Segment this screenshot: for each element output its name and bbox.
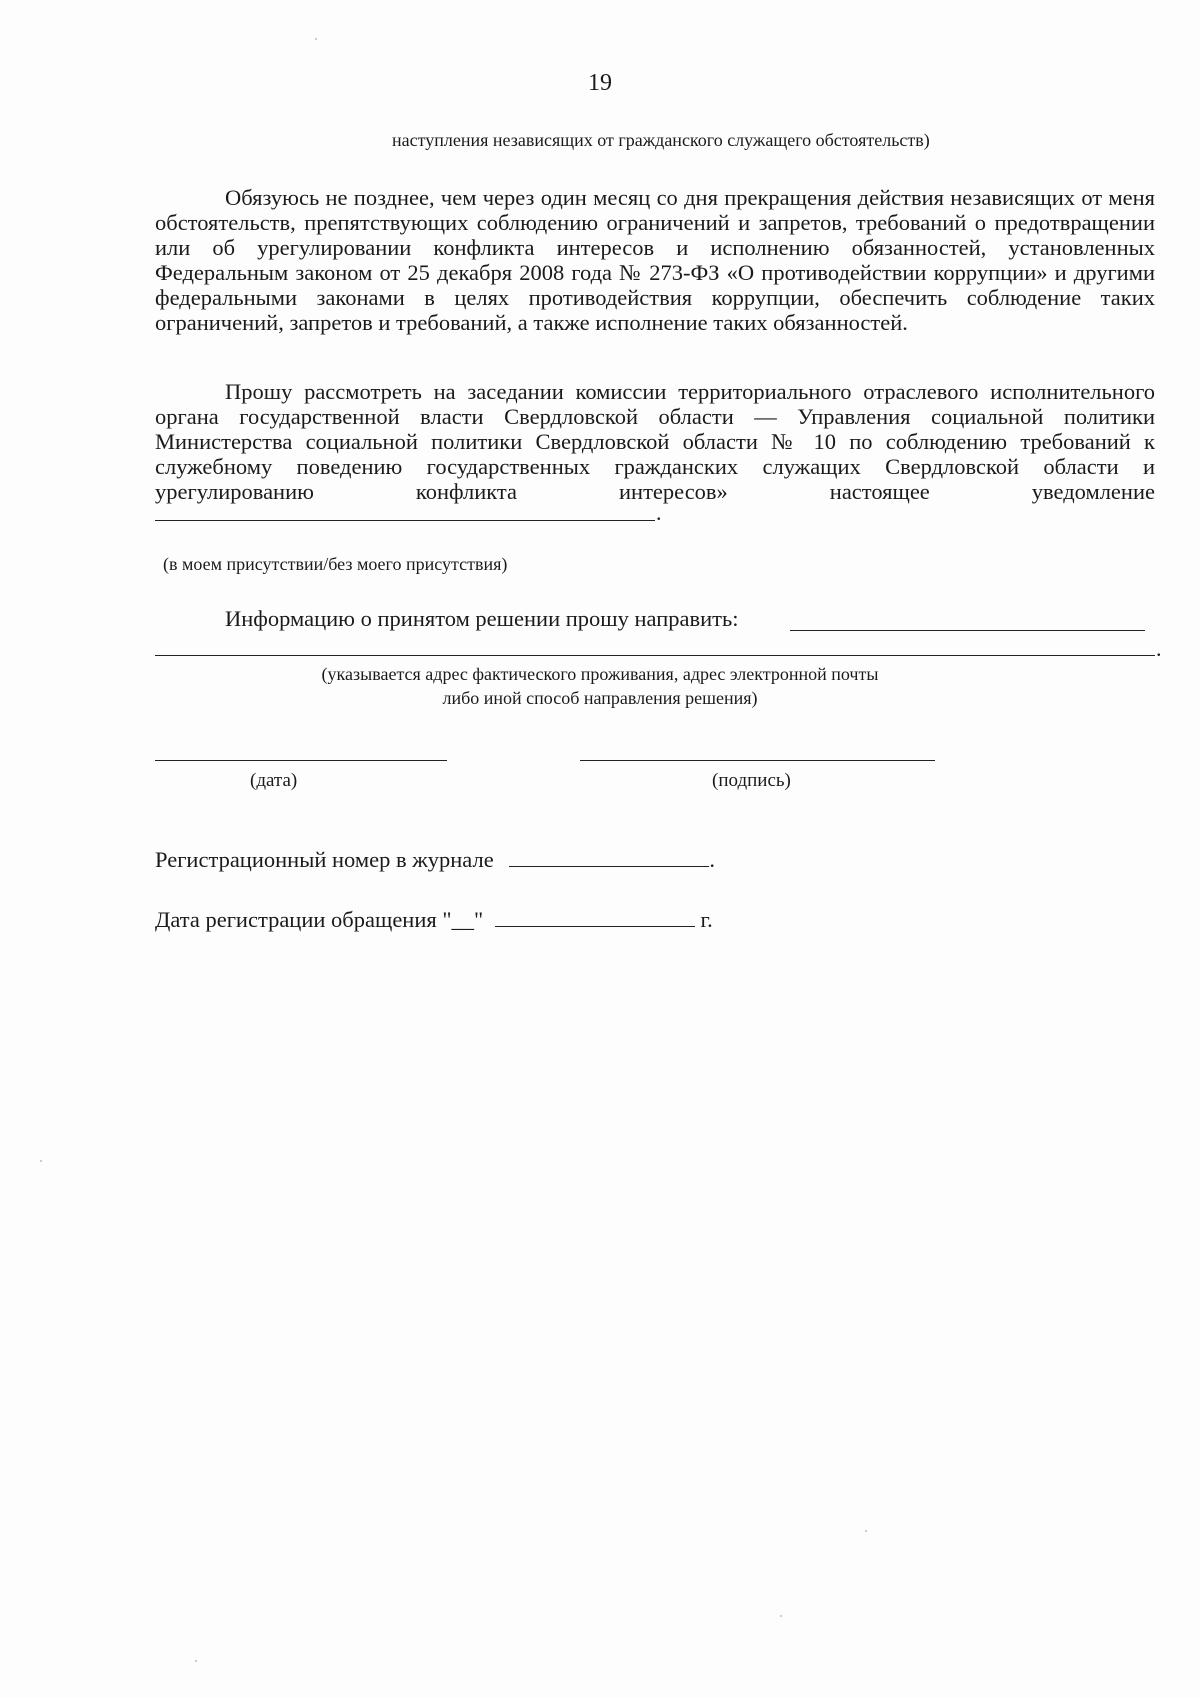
address-hint-line-2: либо иной способ направления решения) [442, 688, 758, 708]
scan-speck [315, 38, 317, 40]
address-hint-line-1: (указывается адрес фактического проживания, адрес электронной почты [321, 664, 879, 684]
top-caption: наступления независящих от гражданского служащего обстоятельств) [392, 130, 930, 150]
info-address-blank-line[interactable] [790, 630, 1145, 631]
reg-date-row [155, 906, 713, 933]
signature-blank-line[interactable] [580, 760, 935, 761]
address-period: . [1156, 636, 1162, 661]
presence-blank-line[interactable] [155, 520, 655, 521]
reg-number-blank[interactable] [509, 846, 709, 867]
page-number: 19 [588, 70, 612, 96]
reg-number-period: . [709, 847, 715, 872]
info-label: Информацию о принятом решении прошу направить: [225, 606, 739, 631]
paragraph-obligation: Обязуюсь не позднее, чем через один месяц со дня прекращения действия независящих от меня обстоятельств, препятствующих соблюдению ограничений и запретов, требований о предотвращении или об урегулировании конфликта интересов и исполнению обязанностей, установленных Федеральным законом от 25 декабря 2008 года № 273-ФЗ «О противодействии коррупции» и другими федеральными законами в целях противодействия коррупции, обеспечить соблюдение таких ограничений, запретов и требований, а также исполнение таких обязанностей. [155, 185, 1155, 335]
reg-number-row [155, 846, 715, 873]
date-blank-line[interactable] [155, 760, 447, 761]
presence-period: . [656, 500, 662, 525]
address-hint [0, 662, 1200, 710]
scan-speck [195, 1660, 197, 1662]
scan-speck [865, 1530, 867, 1532]
presence-caption: (в моем присутствии/без моего присутствия) [163, 554, 508, 574]
reg-date-blank[interactable] [495, 906, 695, 927]
scan-speck [780, 1615, 782, 1617]
signature-caption: (подпись) [712, 770, 791, 791]
scan-speck [40, 1160, 42, 1162]
address-full-blank-line[interactable] [155, 655, 1155, 656]
reg-date-label: Дата регистрации обращения "__" [155, 907, 484, 932]
paragraph-request: Прошу рассмотреть на заседании комиссии территориального отраслевого исполнительного органа государственной власти Свердловской области — Управления социальной политики Министерства социальной политики Свердловской области № 10 по соблюдению требований к служебному поведению государственных гражданских служащих Свердловской области и урегулированию конфликта интересов» настоящее уведомление [155, 379, 1155, 504]
reg-number-label: Регистрационный номер в журнале [155, 847, 494, 872]
reg-date-year: г. [700, 907, 713, 932]
date-caption: (дата) [250, 770, 298, 791]
